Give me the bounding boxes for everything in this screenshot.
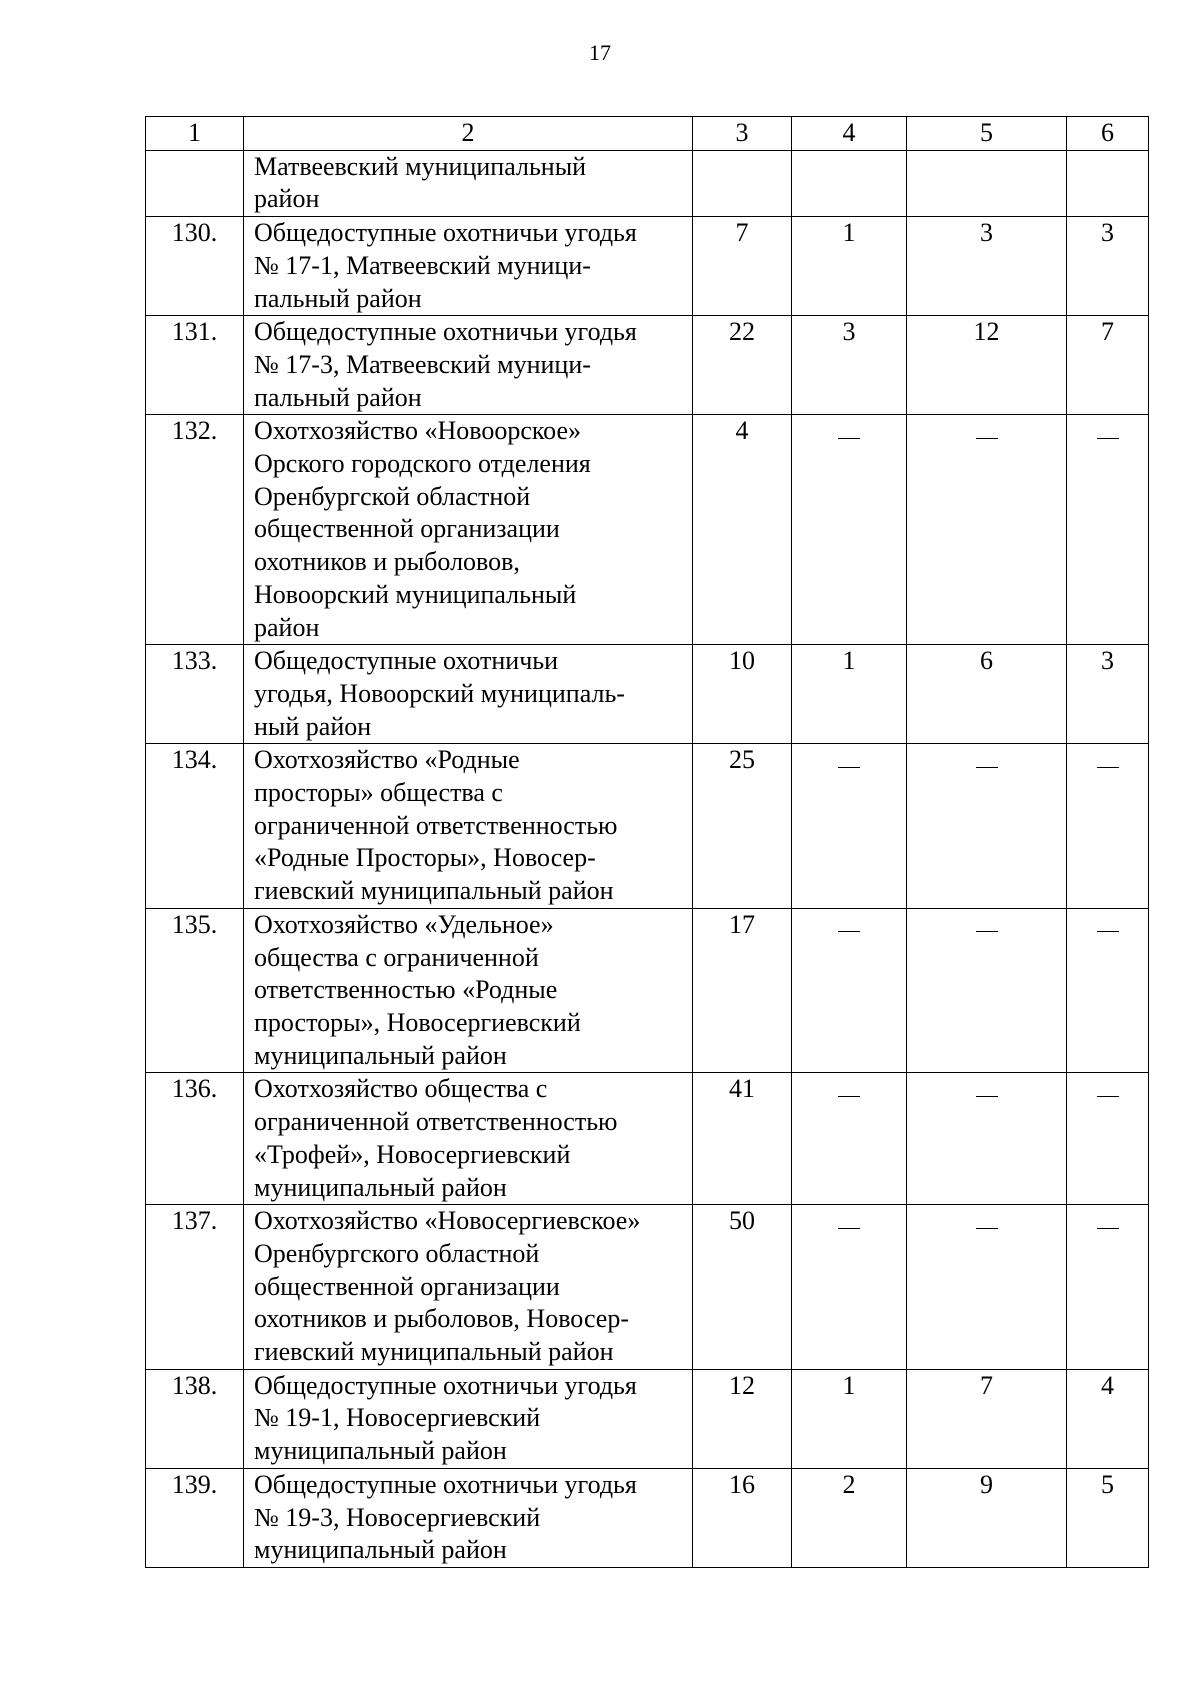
value-cell-c5: [907, 415, 1067, 645]
row-number: 139.: [146, 1468, 244, 1567]
table-row: [146, 1073, 1149, 1205]
dash-mark: [1097, 1228, 1119, 1229]
row-number: 135.: [146, 908, 244, 1073]
row-name-line: «Трофей», Новосергиевский: [254, 1139, 571, 1169]
value-cell-c5: 6: [907, 645, 1067, 744]
value-cell-c6: [1067, 150, 1149, 216]
row-name-line: Матвеевский муниципальный: [254, 151, 587, 181]
row-name-line: охотников и рыболовов, Новосер-: [254, 1304, 629, 1334]
row-name-line: общественной организации: [254, 514, 560, 544]
row-name-line: Общедоступные охотничьи угодья: [254, 1370, 637, 1400]
value-cell-c4: [792, 744, 907, 909]
row-name: [244, 150, 693, 216]
dash-mark: [976, 438, 998, 439]
value-cell-c3: 12: [693, 1369, 792, 1468]
value-cell-c4: 1: [792, 645, 907, 744]
table-row: [146, 1369, 1149, 1468]
row-name-line: Новоорский муниципальный: [254, 579, 577, 609]
table-row: [146, 1205, 1149, 1370]
row-name-line: район: [254, 184, 320, 214]
row-name-line: Оренбургского областной: [254, 1238, 540, 1268]
row-name-line: общества с ограниченной: [254, 942, 539, 972]
dash-mark: [1097, 1096, 1119, 1097]
row-name-line: Орского городского отделения: [254, 449, 591, 479]
value-cell-c6: 4: [1067, 1369, 1149, 1468]
dash-mark: [838, 767, 860, 768]
row-name-line: гиевский муниципальный район: [254, 1337, 614, 1367]
value-cell-c6: [1067, 744, 1149, 909]
value-cell-c3: 7: [693, 217, 792, 316]
row-name-line: ный район: [254, 711, 372, 741]
row-name-line: пальный район: [254, 283, 422, 313]
value-cell-c4: [792, 908, 907, 1073]
value-cell-c3: 25: [693, 744, 792, 909]
table-row: [146, 150, 1149, 216]
value-cell-c3: 10: [693, 645, 792, 744]
value-cell-c5: 12: [907, 316, 1067, 415]
dash-mark: [838, 1096, 860, 1097]
row-number: 137.: [146, 1205, 244, 1370]
value-cell-c6: 7: [1067, 316, 1149, 415]
value-cell-c4: 1: [792, 1369, 907, 1468]
row-name-line: Охотхозяйство «Родные: [254, 745, 520, 775]
value-cell-c4: [792, 1205, 907, 1370]
row-name: [244, 1468, 693, 1567]
value-cell-c6: 3: [1067, 217, 1149, 316]
row-name-line: Общедоступные охотничьи угодья: [254, 1469, 637, 1499]
row-number: 133.: [146, 645, 244, 744]
table-row: [146, 316, 1149, 415]
row-name-line: муниципальный район: [254, 1172, 507, 1202]
value-cell-c4: 2: [792, 1468, 907, 1567]
row-name-line: ответственностью «Родные: [254, 975, 558, 1005]
value-cell-c5: [907, 150, 1067, 216]
row-name: [244, 316, 693, 415]
value-cell-c3: 50: [693, 1205, 792, 1370]
row-name-line: пальный район: [254, 382, 422, 412]
value-cell-c4: [792, 415, 907, 645]
value-cell-c4: [792, 150, 907, 216]
table-row: [146, 1468, 1149, 1567]
row-name-line: ограниченной ответственностью: [254, 810, 618, 840]
row-name: [244, 1073, 693, 1205]
row-name-line: просторы», Новосергиевский: [254, 1007, 581, 1037]
row-name-line: № 17-1, Матвеевский муници-: [254, 250, 591, 280]
value-cell-c6: 5: [1067, 1468, 1149, 1567]
row-number: 136.: [146, 1073, 244, 1205]
value-cell-c6: 3: [1067, 645, 1149, 744]
row-number: [146, 150, 244, 216]
dash-mark: [1097, 931, 1119, 932]
row-name-line: охотников и рыболовов,: [254, 547, 520, 577]
value-cell-c3: 17: [693, 908, 792, 1073]
dash-mark: [838, 1228, 860, 1229]
value-cell-c3: [693, 150, 792, 216]
value-cell-c5: [907, 908, 1067, 1073]
value-cell-c3: 4: [693, 415, 792, 645]
value-cell-c3: 22: [693, 316, 792, 415]
row-name-line: угодья, Новоорский муниципаль-: [254, 678, 625, 708]
row-number: 134.: [146, 744, 244, 909]
row-name: [244, 744, 693, 909]
value-cell-c5: 7: [907, 1369, 1067, 1468]
value-cell-c4: 1: [792, 217, 907, 316]
row-name-line: № 19-3, Новосергиевский: [254, 1502, 541, 1532]
value-cell-c6: [1067, 1073, 1149, 1205]
row-name: [244, 217, 693, 316]
value-cell-c6: [1067, 908, 1149, 1073]
dash-mark: [1097, 438, 1119, 439]
row-number: 130.: [146, 217, 244, 316]
header-cell: 5: [907, 117, 1067, 151]
value-cell-c6: [1067, 1205, 1149, 1370]
row-number: 132.: [146, 415, 244, 645]
row-number: 131.: [146, 316, 244, 415]
dash-mark: [838, 931, 860, 932]
table-row: [146, 908, 1149, 1073]
row-name-line: Общедоступные охотничьи угодья: [254, 218, 637, 248]
header-cell: 3: [693, 117, 792, 151]
row-name-line: Общедоступные охотничьи: [254, 646, 559, 676]
value-cell-c4: 3: [792, 316, 907, 415]
row-name-line: муниципальный район: [254, 1436, 507, 1466]
header-cell: 6: [1067, 117, 1149, 151]
row-name-line: муниципальный район: [254, 1040, 507, 1070]
dash-mark: [976, 767, 998, 768]
header-row: [146, 117, 1149, 151]
value-cell-c3: 41: [693, 1073, 792, 1205]
table-row: [146, 217, 1149, 316]
value-cell-c6: [1067, 415, 1149, 645]
row-name-line: просторы» общества с: [254, 778, 503, 808]
row-name-line: Охотхозяйство общества с: [254, 1074, 548, 1104]
dash-mark: [976, 1228, 998, 1229]
row-name-line: Охотхозяйство «Удельное»: [254, 909, 554, 939]
value-cell-c5: 3: [907, 217, 1067, 316]
row-name-line: ограниченной ответственностью: [254, 1107, 618, 1137]
row-name: [244, 645, 693, 744]
row-name-line: Охотхозяйство «Новоорское»: [254, 416, 582, 446]
value-cell-c5: [907, 744, 1067, 909]
row-name-line: Оренбургской областной: [254, 481, 531, 511]
row-name-line: Охотхозяйство «Новосергиевское»: [254, 1206, 641, 1236]
value-cell-c3: 16: [693, 1468, 792, 1567]
value-cell-c5: 9: [907, 1468, 1067, 1567]
row-name-line: № 17-3, Матвеевский муници-: [254, 349, 591, 379]
row-name-line: общественной организации: [254, 1271, 560, 1301]
value-cell-c5: [907, 1073, 1067, 1205]
dash-mark: [976, 1096, 998, 1097]
row-number: 138.: [146, 1369, 244, 1468]
row-name: [244, 908, 693, 1073]
header-cell: 1: [146, 117, 244, 151]
table-row: [146, 645, 1149, 744]
row-name: [244, 415, 693, 645]
row-name: [244, 1205, 693, 1370]
header-cell: 2: [244, 117, 693, 151]
row-name-line: «Родные Просторы», Новосер-: [254, 843, 596, 873]
value-cell-c4: [792, 1073, 907, 1205]
page-number: 17: [589, 40, 611, 65]
row-name-line: район: [254, 612, 320, 642]
dash-mark: [1097, 767, 1119, 768]
table-row: [146, 415, 1149, 645]
data-table: [145, 116, 1149, 1568]
row-name-line: Общедоступные охотничьи угодья: [254, 317, 637, 347]
value-cell-c5: [907, 1205, 1067, 1370]
table-row: [146, 744, 1149, 909]
row-name-line: гиевский муниципальный район: [254, 876, 614, 906]
row-name-line: муниципальный район: [254, 1535, 507, 1565]
dash-mark: [976, 931, 998, 932]
header-cell: 4: [792, 117, 907, 151]
dash-mark: [838, 438, 860, 439]
row-name-line: № 19-1, Новосергиевский: [254, 1403, 541, 1433]
row-name: [244, 1369, 693, 1468]
